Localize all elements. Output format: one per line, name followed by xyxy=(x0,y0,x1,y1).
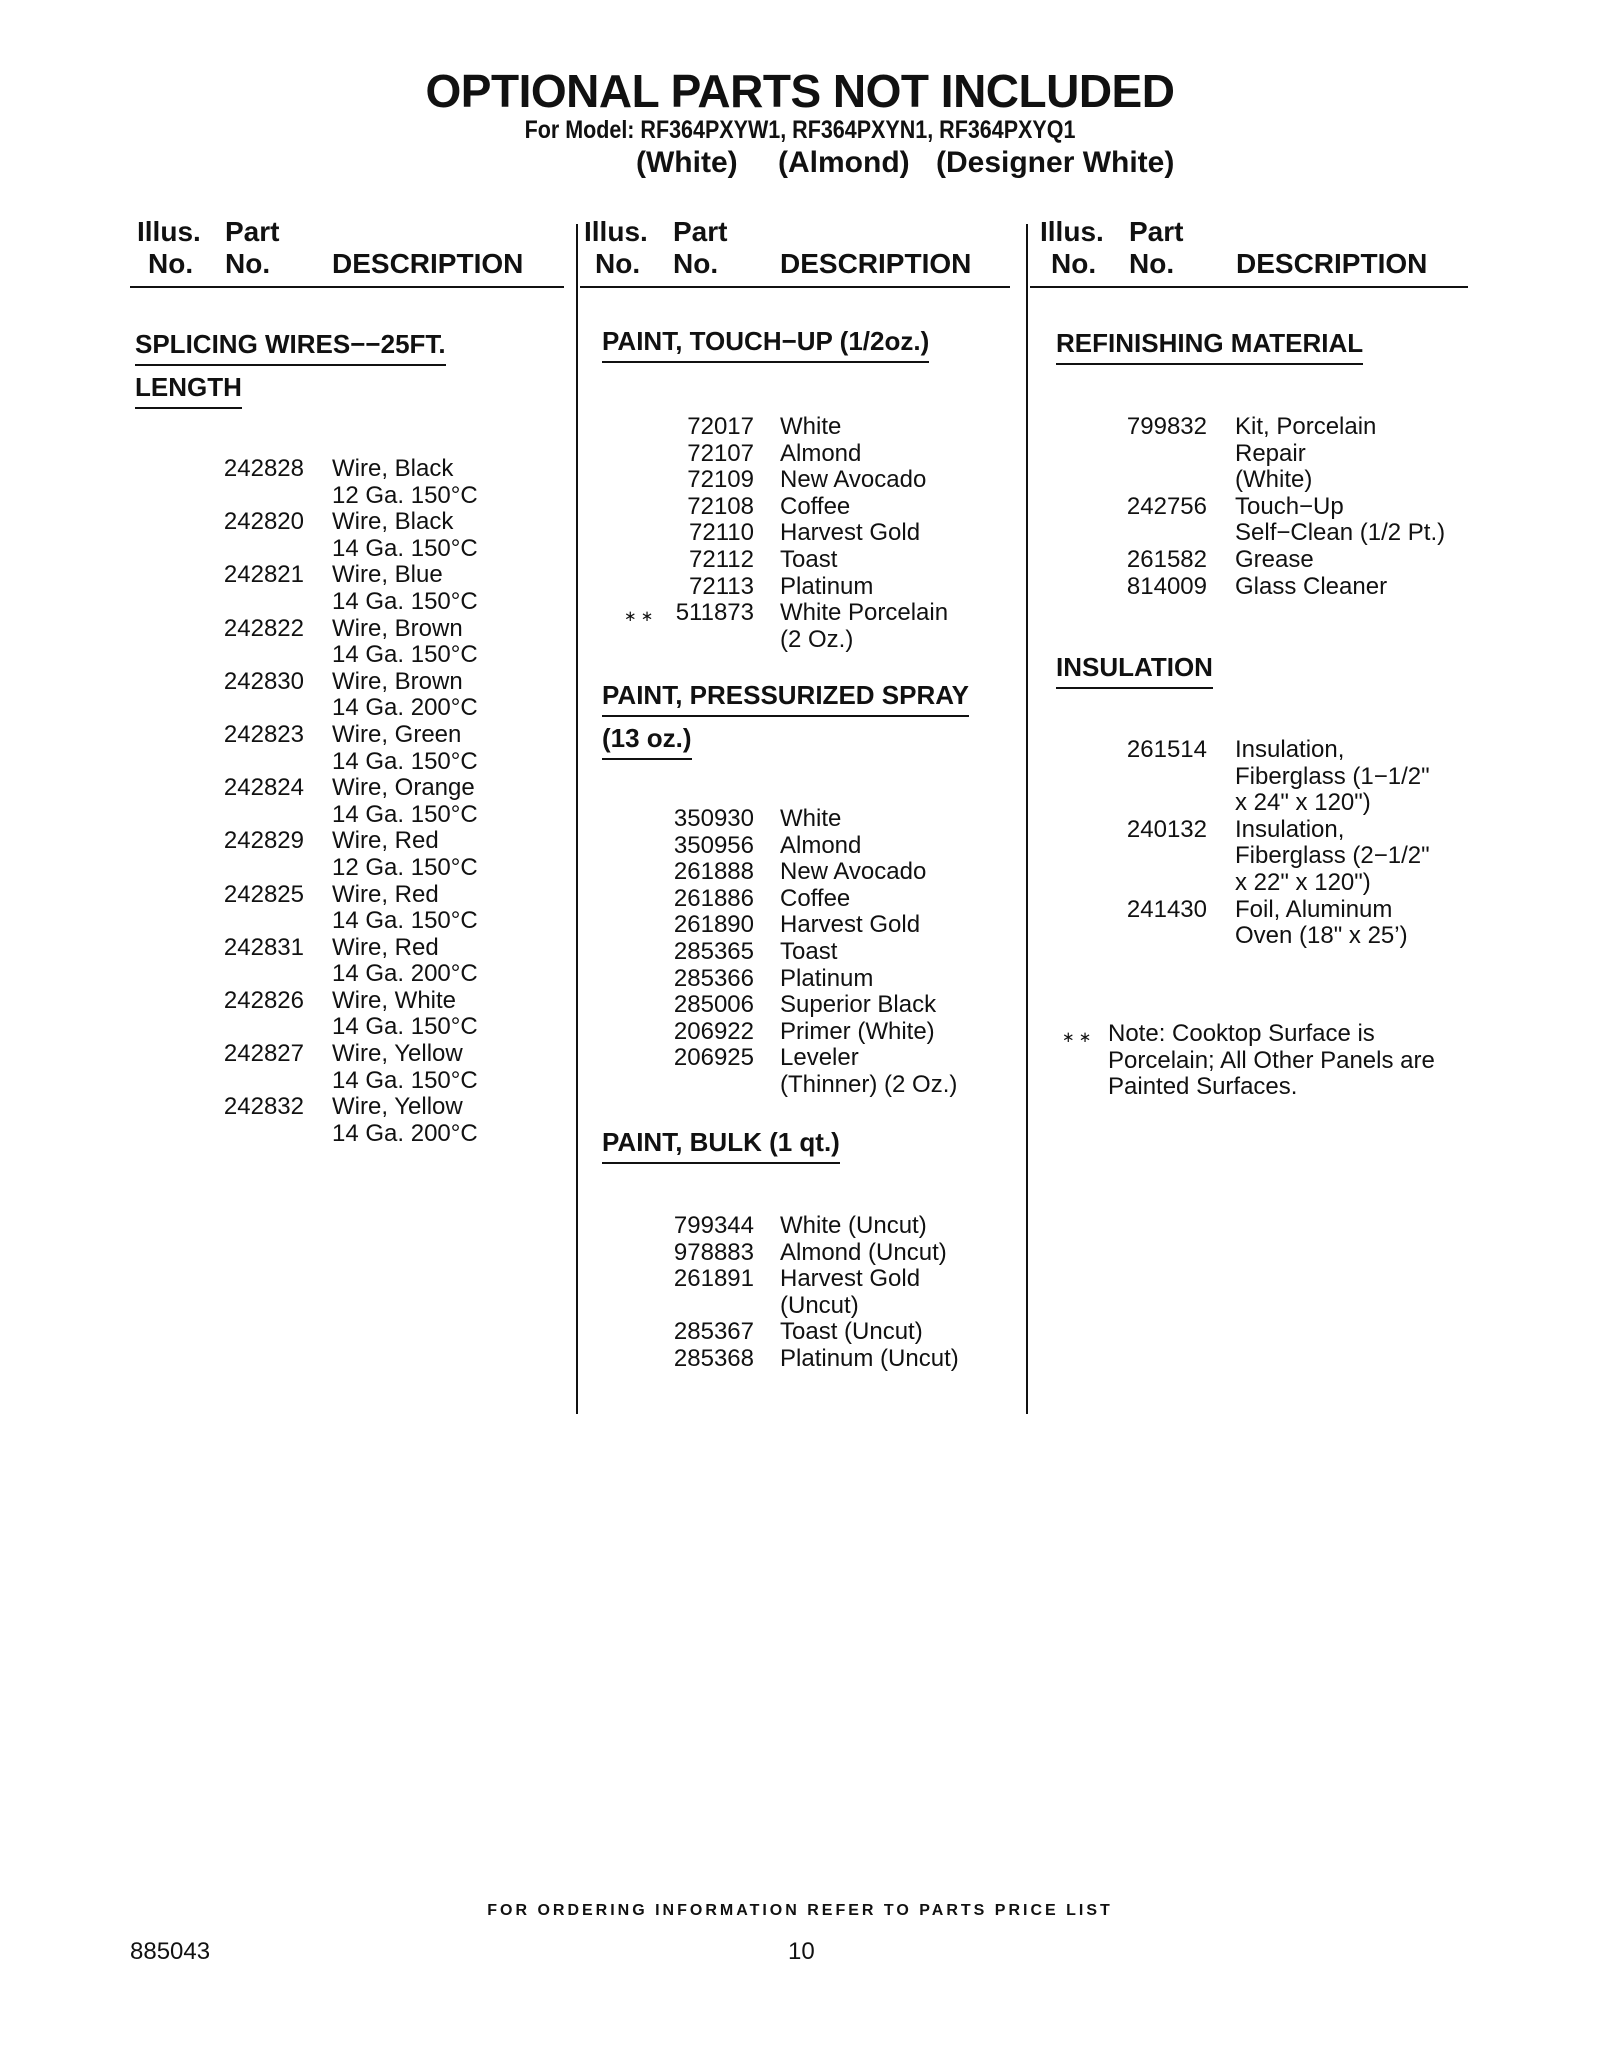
part-description: Harvest Gold xyxy=(780,519,921,547)
part-description: Wire, Yellow xyxy=(332,1093,463,1121)
part-row xyxy=(620,992,1000,1019)
part-row xyxy=(620,441,1000,468)
illus-label: Illus. xyxy=(137,216,201,247)
part-description: (2 Oz.) xyxy=(780,625,854,653)
part-row xyxy=(620,939,1000,966)
part-row xyxy=(620,600,1000,653)
insulation-list xyxy=(1080,737,1480,950)
part-number: 242820 xyxy=(223,508,304,536)
part-description: Grease xyxy=(1235,545,1314,573)
part-number: 72017 xyxy=(687,413,754,440)
part-number: 242831 xyxy=(223,933,304,961)
part-description: Leveler xyxy=(780,1044,859,1072)
part-description: Insulation, xyxy=(1235,736,1345,763)
part-no-label: No. xyxy=(1129,248,1175,279)
part-number: 350930 xyxy=(673,805,754,832)
part-description: 14 Ga. 150°C xyxy=(332,907,478,935)
part-description: Toast (Uncut) xyxy=(780,1318,923,1346)
part-row xyxy=(620,886,1000,913)
part-description: Almond xyxy=(780,831,862,859)
part-row xyxy=(1080,494,1480,547)
part-number: 242830 xyxy=(223,667,304,695)
part-description: Coffee xyxy=(780,884,851,912)
ordering-footer: FOR ORDERING INFORMATION REFER TO PARTS PRICE LIST xyxy=(487,1902,1113,1919)
illus-no-label: No. xyxy=(1051,248,1097,279)
part-number: 72112 xyxy=(689,545,754,573)
part-description: Primer (White) xyxy=(780,1017,935,1045)
part-number: 242823 xyxy=(223,720,304,748)
column-divider xyxy=(576,224,578,1414)
description-label: DESCRIPTION xyxy=(1236,248,1428,279)
part-row xyxy=(200,669,540,722)
part-number: 72107 xyxy=(687,439,754,467)
part-description: (Thinner) (2 Oz.) xyxy=(780,1070,958,1098)
part-description: Harvest Gold xyxy=(780,911,921,939)
part-description: Wire, Black xyxy=(332,455,454,482)
part-row xyxy=(620,467,1000,494)
part-description: (White) xyxy=(1235,466,1313,494)
double-asterisk-mark: ∗ ∗ xyxy=(1062,1029,1092,1046)
part-row xyxy=(620,1019,1000,1046)
part-label: Part xyxy=(673,216,728,247)
part-label: Part xyxy=(1129,216,1184,247)
part-description: Repair xyxy=(1235,439,1306,467)
part-description: Oven (18" x 25’) xyxy=(1235,922,1408,950)
part-description: 12 Ga. 150°C xyxy=(332,481,478,509)
part-row xyxy=(620,574,1000,601)
part-row xyxy=(620,1346,1000,1373)
part-no-label: No. xyxy=(225,248,271,279)
page-number: 10 xyxy=(788,1938,815,1965)
part-row xyxy=(620,494,1000,521)
model-list: For Model: RF364PXYW1, RF364PXYN1, RF364PXYQ1 xyxy=(524,116,1076,144)
part-description: Fiberglass (1−1/2" xyxy=(1235,762,1430,790)
part-number: 242829 xyxy=(223,827,304,855)
part-description: Platinum xyxy=(780,572,874,600)
part-description: Self−Clean (1/2 Pt.) xyxy=(1235,519,1446,547)
part-number: 261514 xyxy=(1126,736,1207,763)
part-number: 261890 xyxy=(673,911,754,939)
part-description: Wire, Brown xyxy=(332,614,463,642)
part-description: Toast xyxy=(780,937,838,965)
part-row xyxy=(200,988,540,1041)
part-row xyxy=(200,1094,540,1147)
section-refinishing: REFINISHING MATERIAL xyxy=(1056,322,1363,365)
part-number: 285368 xyxy=(673,1344,754,1372)
part-description: Wire, Yellow xyxy=(332,1040,463,1068)
part-number: 799832 xyxy=(1126,413,1207,440)
spray-paint-list xyxy=(620,806,1000,1099)
document-number: 885043 xyxy=(130,1938,211,1965)
part-description: Platinum xyxy=(780,964,874,992)
part-description: Coffee xyxy=(780,492,851,520)
part-description: New Avocado xyxy=(780,858,927,886)
part-row xyxy=(200,456,540,509)
part-row xyxy=(620,547,1000,574)
part-row xyxy=(620,966,1000,993)
part-row xyxy=(200,1041,540,1094)
part-row xyxy=(620,1266,1000,1319)
part-description: Wire, Brown xyxy=(332,667,463,695)
part-row xyxy=(620,1319,1000,1346)
column-header-3 xyxy=(1030,216,1468,288)
part-number: 261888 xyxy=(673,858,754,886)
part-description: 14 Ga. 150°C xyxy=(332,800,478,828)
part-description: White xyxy=(780,413,842,440)
part-number: 242822 xyxy=(223,614,304,642)
part-row xyxy=(1080,817,1480,897)
part-no-label: No. xyxy=(673,248,719,279)
part-row xyxy=(620,1240,1000,1267)
note xyxy=(1058,1021,1478,1101)
part-number: 242821 xyxy=(223,561,304,589)
part-description: Wire, Red xyxy=(332,827,439,855)
part-row xyxy=(1080,574,1480,601)
part-description: Wire, Red xyxy=(332,933,439,961)
part-number: 72110 xyxy=(689,519,754,547)
part-description: Wire, Black xyxy=(332,508,454,536)
part-description: (Uncut) xyxy=(780,1291,859,1319)
part-number: 814009 xyxy=(1126,572,1207,600)
note-line: Painted Surfaces. xyxy=(1108,1073,1298,1101)
section-paint-spray: PAINT, PRESSURIZED SPRAY (13 oz.) xyxy=(602,674,969,760)
part-row xyxy=(620,833,1000,860)
part-number: 350956 xyxy=(673,831,754,859)
touchup-paint-list xyxy=(620,414,1000,653)
part-label: Part xyxy=(225,216,280,247)
part-description: Wire, Red xyxy=(332,880,439,908)
part-row xyxy=(200,828,540,881)
section-paint-bulk: PAINT, BULK (1 qt.) xyxy=(602,1121,840,1164)
part-row xyxy=(1080,897,1480,950)
part-number: 242756 xyxy=(1126,492,1207,520)
part-description: Foil, Aluminum xyxy=(1235,895,1393,923)
part-description: 14 Ga. 150°C xyxy=(332,534,478,562)
part-row xyxy=(620,1213,1000,1240)
column-header-2 xyxy=(580,216,1010,288)
part-description: Wire, Orange xyxy=(332,774,475,802)
part-number: 242824 xyxy=(223,774,304,802)
page-title: OPTIONAL PARTS NOT INCLUDED xyxy=(425,65,1175,117)
part-number: 261891 xyxy=(673,1265,754,1293)
splicing-wire-list xyxy=(200,456,540,1147)
part-description: Fiberglass (2−1/2" xyxy=(1235,842,1430,870)
part-row xyxy=(200,935,540,988)
refinishing-list xyxy=(1080,414,1480,600)
part-description: Touch−Up xyxy=(1235,492,1344,520)
part-description: Insulation, xyxy=(1235,815,1345,843)
part-number: 72109 xyxy=(687,466,754,494)
part-row xyxy=(200,616,540,669)
part-number: 285006 xyxy=(673,991,754,1019)
column-divider xyxy=(1026,224,1028,1414)
column-header-1 xyxy=(130,216,564,288)
part-description: 14 Ga. 150°C xyxy=(332,587,478,615)
part-description: White xyxy=(780,805,842,832)
part-description: x 22" x 120") xyxy=(1235,868,1371,896)
part-number: 206925 xyxy=(673,1044,754,1072)
part-number: 241430 xyxy=(1126,895,1207,923)
section-insulation: INSULATION xyxy=(1056,646,1213,689)
part-row xyxy=(1080,737,1480,817)
part-row xyxy=(1080,547,1480,574)
part-row xyxy=(620,1045,1000,1098)
part-row xyxy=(620,912,1000,939)
section-paint-touchup: PAINT, TOUCH−UP (1/2oz.) xyxy=(602,320,929,363)
color-white: (White) xyxy=(636,146,738,179)
part-row xyxy=(620,859,1000,886)
part-number: 242828 xyxy=(223,455,304,482)
part-number: 285366 xyxy=(673,964,754,992)
part-description: Harvest Gold xyxy=(780,1265,921,1293)
part-number: 72108 xyxy=(687,492,754,520)
part-number: 261582 xyxy=(1126,545,1207,573)
color-designer-white: (Designer White) xyxy=(936,146,1175,179)
part-description: White (Uncut) xyxy=(780,1212,927,1239)
part-description: Wire, Blue xyxy=(332,561,443,589)
part-description: 14 Ga. 150°C xyxy=(332,1066,478,1094)
part-description: 14 Ga. 200°C xyxy=(332,694,478,722)
part-description: x 24" x 120") xyxy=(1235,789,1371,817)
part-description: Wire, White xyxy=(332,986,457,1014)
part-row xyxy=(620,414,1000,441)
part-number: 285365 xyxy=(673,937,754,965)
part-number: 242832 xyxy=(223,1093,304,1121)
part-description: 14 Ga. 200°C xyxy=(332,960,478,988)
part-description: 14 Ga. 150°C xyxy=(332,641,478,669)
color-almond: (Almond) xyxy=(778,146,910,179)
part-row xyxy=(620,520,1000,547)
part-description: Almond xyxy=(780,439,862,467)
part-row xyxy=(200,775,540,828)
part-number: 285367 xyxy=(673,1318,754,1346)
part-number: 206922 xyxy=(673,1017,754,1045)
illus-label: Illus. xyxy=(1040,216,1104,247)
illus-label: Illus. xyxy=(584,216,648,247)
part-row xyxy=(200,722,540,775)
double-asterisk-mark: ∗ ∗ xyxy=(624,608,654,626)
part-description: Kit, Porcelain xyxy=(1235,413,1377,440)
part-number: 242826 xyxy=(223,986,304,1014)
illus-no-label: No. xyxy=(595,248,641,279)
part-row xyxy=(200,509,540,562)
part-description: Superior Black xyxy=(780,991,937,1019)
illus-no-label: No. xyxy=(148,248,194,279)
note-line: Note: Cooktop Surface is xyxy=(1108,1020,1375,1047)
part-row xyxy=(200,562,540,615)
part-description: White Porcelain xyxy=(780,599,949,627)
part-row xyxy=(620,806,1000,833)
part-number: 261886 xyxy=(673,884,754,912)
part-row xyxy=(200,882,540,935)
part-description: 14 Ga. 150°C xyxy=(332,747,478,775)
bulk-paint-list xyxy=(620,1213,1000,1373)
part-number: 72113 xyxy=(689,572,754,600)
note-line: Porcelain; All Other Panels are xyxy=(1108,1046,1435,1074)
part-number: 978883 xyxy=(673,1238,754,1266)
part-description: Glass Cleaner xyxy=(1235,572,1388,600)
description-label: DESCRIPTION xyxy=(780,248,972,279)
part-description: 14 Ga. 150°C xyxy=(332,1013,478,1041)
part-description: New Avocado xyxy=(780,466,927,494)
part-description: Almond (Uncut) xyxy=(780,1238,947,1266)
part-description: Wire, Green xyxy=(332,720,462,748)
part-number: 242825 xyxy=(223,880,304,908)
part-number: 242827 xyxy=(223,1040,304,1068)
section-splicing-wires: SPLICING WIRES−−25FT. LENGTH xyxy=(135,323,446,409)
part-description: 12 Ga. 150°C xyxy=(332,853,478,881)
part-number: 511873 xyxy=(675,599,754,627)
part-description: Toast xyxy=(780,545,838,573)
description-label: DESCRIPTION xyxy=(332,248,524,279)
part-description: Platinum (Uncut) xyxy=(780,1344,959,1372)
part-number: 799344 xyxy=(673,1212,754,1239)
part-description: 14 Ga. 200°C xyxy=(332,1119,478,1147)
part-row xyxy=(1080,414,1480,494)
part-number: 240132 xyxy=(1126,815,1207,843)
